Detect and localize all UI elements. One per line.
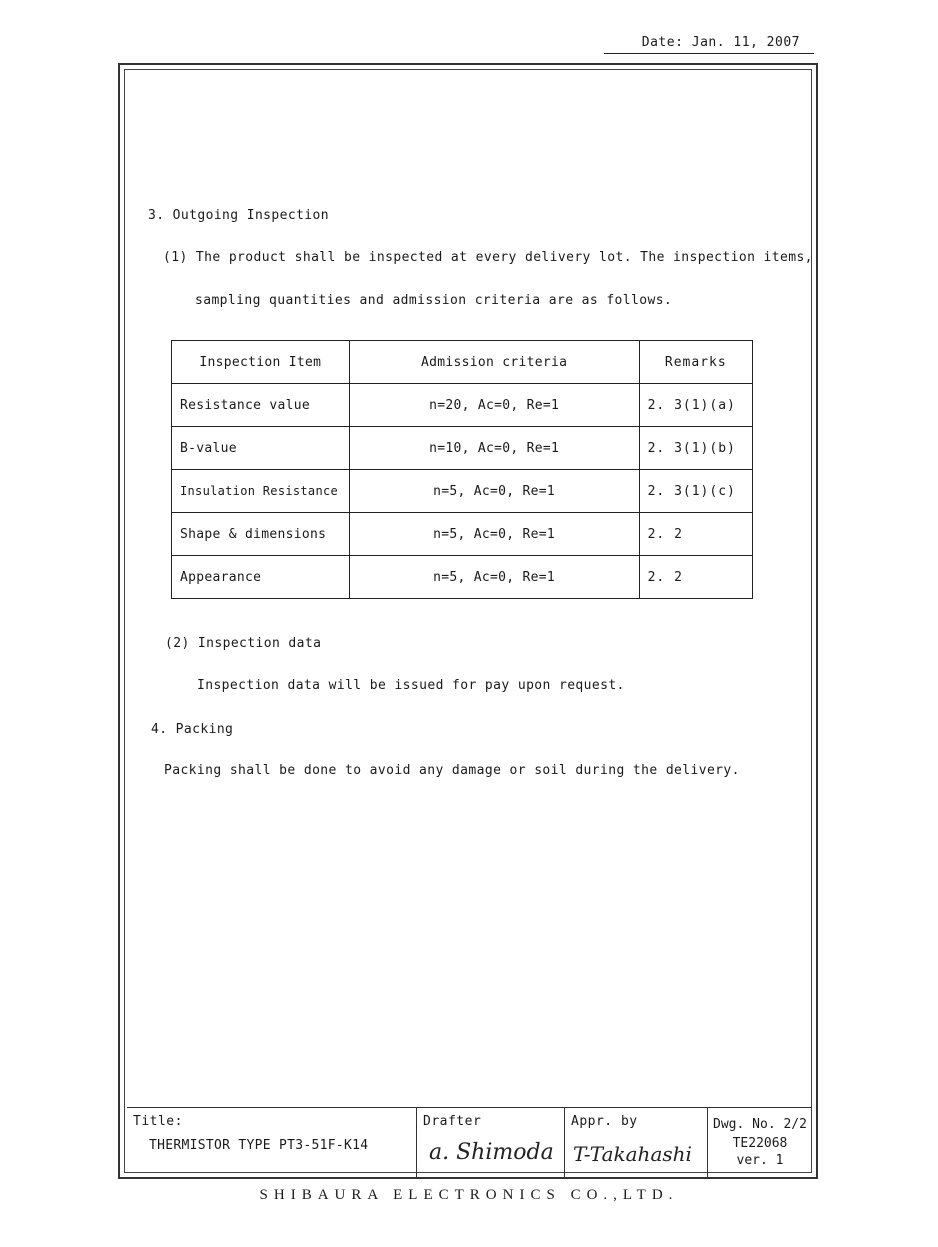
inspection-table: [171, 340, 753, 599]
drafter-label: Drafter: [423, 1114, 482, 1129]
table-cell-item: Insulation Resistance: [172, 470, 350, 513]
table-cell-remarks: 2. 3(1)(b): [639, 427, 752, 470]
drawing-code: TE22068: [732, 1136, 788, 1151]
table-cell-item: Resistance value: [172, 384, 350, 427]
table-cell-remarks: 2. 3(1)(a): [639, 384, 752, 427]
title-block: [127, 1107, 812, 1177]
title-block-approval-cell: [565, 1108, 708, 1177]
section-3-item-2-heading: (2) Inspection data: [165, 636, 322, 651]
drafter-signature: a. Shimoda: [429, 1140, 554, 1165]
table-row: [172, 556, 753, 599]
table-cell-remarks: 2. 2: [639, 556, 752, 599]
table-row: [172, 427, 753, 470]
title-block-title-cell: [127, 1108, 417, 1177]
title-value: THERMISTOR TYPE PT3-51F-K14: [149, 1138, 369, 1153]
table-cell-criteria: n=10, Ac=0, Re=1: [349, 427, 639, 470]
document-date: Date: Jan. 11, 2007: [604, 32, 814, 54]
table-header-admission-criteria: Admission criteria: [349, 341, 639, 384]
table-cell-item: B-value: [172, 427, 350, 470]
table-header-row: [172, 341, 753, 384]
table-cell-criteria: n=20, Ac=0, Re=1: [349, 384, 639, 427]
title-block-drafter-cell: [417, 1108, 565, 1177]
table-cell-criteria: n=5, Ac=0, Re=1: [349, 556, 639, 599]
section-3-item-2-text: Inspection data will be issued for pay upon request.: [197, 678, 625, 693]
table-cell-item: Appearance: [172, 556, 350, 599]
table-header-remarks: Remarks: [639, 341, 752, 384]
company-name: SHIBAURA ELECTRONICS CO.,LTD.: [259, 1187, 679, 1203]
title-block-drawing-cell: [708, 1108, 812, 1177]
table-cell-remarks: 2. 3(1)(c): [639, 470, 752, 513]
table-row: [172, 384, 753, 427]
drawing-number: Dwg. No. 2/2: [713, 1117, 807, 1132]
table-cell-remarks: 2. 2: [639, 513, 752, 556]
table-header-inspection-item: Inspection Item: [172, 341, 350, 384]
table-row: [172, 513, 753, 556]
section-3-item-1-line-1: (1) The product shall be inspected at every delivery lot. The inspection items,: [163, 250, 813, 265]
section-3-heading: 3. Outgoing Inspection: [148, 208, 329, 223]
approver-signature: T-Takahashi: [573, 1142, 692, 1166]
section-3-item-1-line-2: sampling quantities and admission criteria are as follows.: [195, 293, 673, 308]
drawing-version: ver. 1: [736, 1153, 784, 1168]
page-frame-inner: [124, 69, 812, 1173]
table-cell-item: Shape & dimensions: [172, 513, 350, 556]
title-label: Title:: [133, 1114, 183, 1129]
section-4-text: Packing shall be done to avoid any damage or soil during the delivery.: [164, 763, 740, 778]
table-cell-criteria: n=5, Ac=0, Re=1: [349, 513, 639, 556]
approved-by-label: Appr. by: [571, 1114, 638, 1129]
table-cell-criteria: n=5, Ac=0, Re=1: [349, 470, 639, 513]
section-4-heading: 4. Packing: [151, 722, 234, 737]
table-row: [172, 470, 753, 513]
